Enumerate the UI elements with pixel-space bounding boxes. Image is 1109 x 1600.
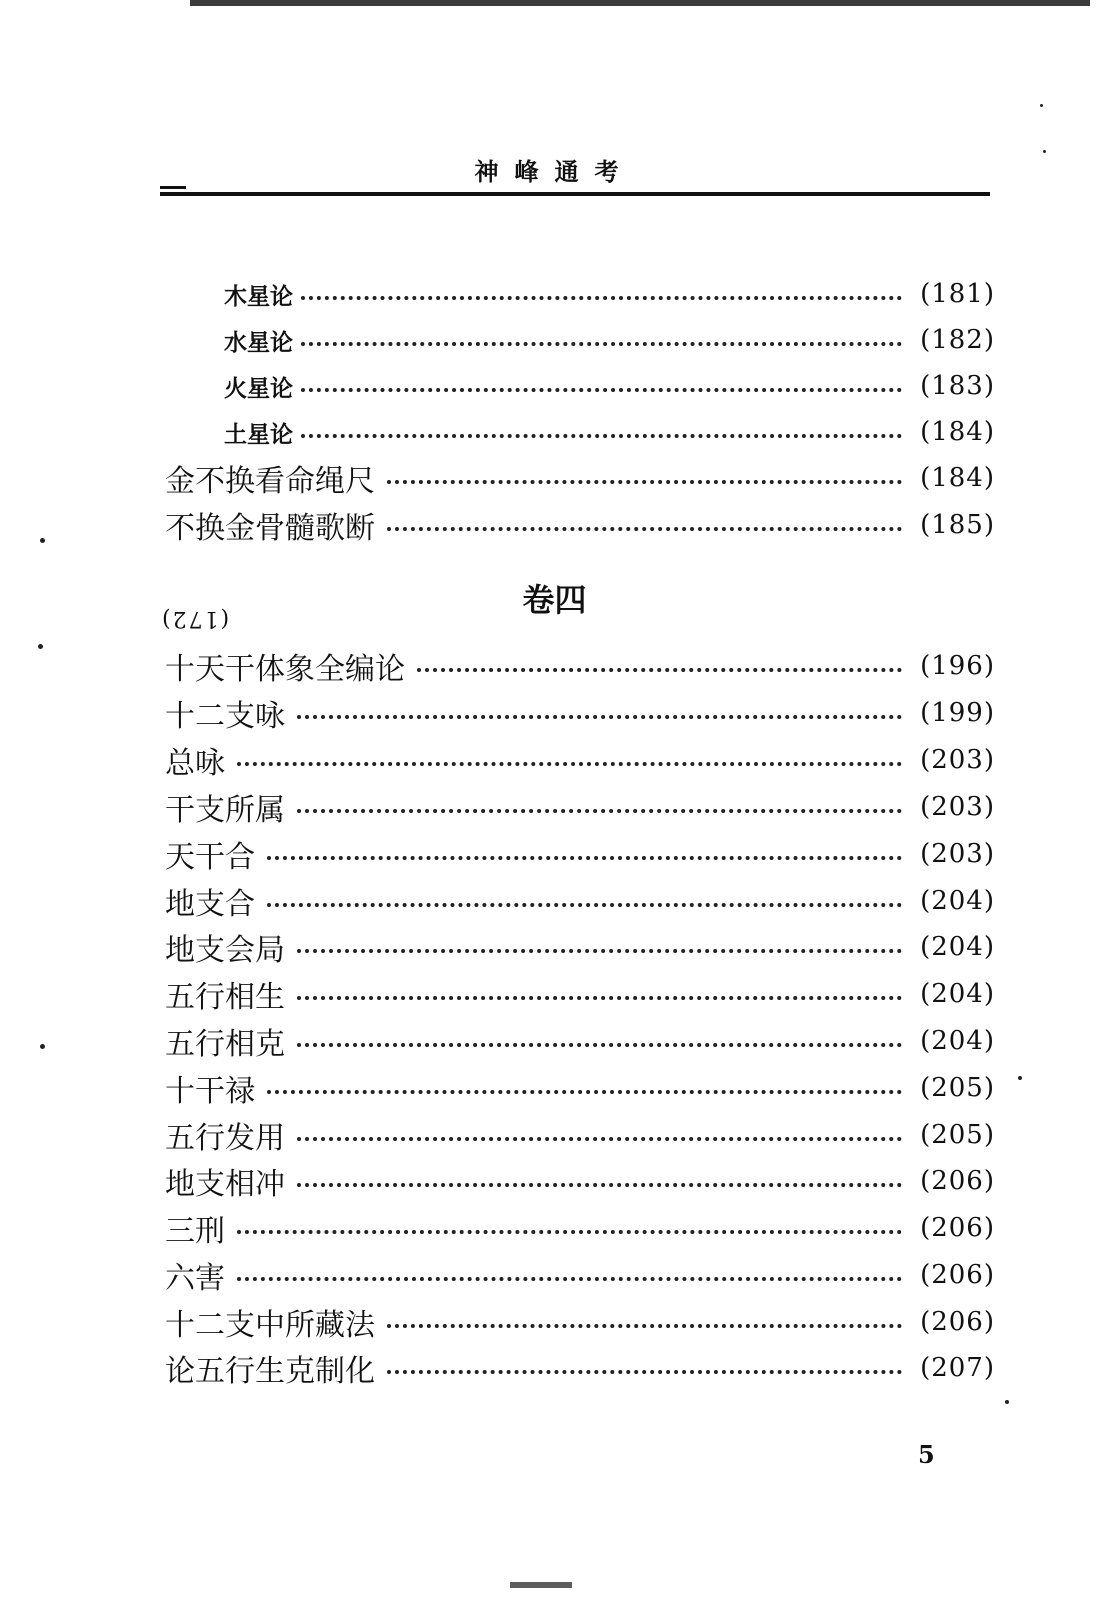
dot-leader <box>267 1090 902 1094</box>
dot-leader <box>387 480 902 484</box>
scan-speck <box>40 1044 45 1049</box>
toc-entry-page: (207) <box>920 1353 995 1383</box>
toc-entry-title: 干支所属 <box>165 793 285 828</box>
toc-entry <box>165 1021 995 1061</box>
toc-entry-title: 水星论 <box>224 328 293 356</box>
dot-leader <box>267 903 902 907</box>
scan-speck <box>1043 150 1046 153</box>
toc-entry <box>165 505 995 545</box>
dot-leader <box>387 527 902 531</box>
dot-leader <box>417 668 902 672</box>
dot-leader <box>267 856 902 860</box>
toc-entry-page: (203) <box>920 745 995 775</box>
dot-leader <box>297 1137 902 1141</box>
toc-entry <box>165 881 995 921</box>
toc-entry <box>165 740 995 780</box>
toc-entry <box>165 646 995 686</box>
toc-entry-title: 六害 <box>165 1261 225 1296</box>
running-head: 神峰通考 <box>474 157 635 186</box>
toc-entry-title: 论五行生克制化 <box>165 1354 375 1389</box>
toc-entry-title: 地支会局 <box>165 933 285 968</box>
dot-leader <box>297 1183 902 1187</box>
scan-speck <box>38 644 43 649</box>
dot-leader <box>301 434 902 438</box>
toc-entry-page: (199) <box>920 698 995 728</box>
scan-top-edge <box>190 0 1090 6</box>
toc-entry <box>165 927 995 967</box>
dot-leader <box>297 809 902 813</box>
toc-entry-page: (206) <box>920 1307 995 1337</box>
toc-entry-title: 十二支中所藏法 <box>165 1308 375 1343</box>
toc-entry-page: (184) <box>920 417 995 447</box>
toc-entry-title: 五行相生 <box>165 980 285 1015</box>
page-number: 5 <box>918 1440 935 1469</box>
section-heading: 卷四 <box>522 581 587 619</box>
toc-entry-title: 总咏 <box>165 746 225 781</box>
toc-entry-page: (182) <box>920 325 995 355</box>
toc-entry-page: (204) <box>920 979 995 1009</box>
toc-entry <box>165 974 995 1014</box>
toc-entry <box>165 787 995 827</box>
toc-entry-title: 五行发用 <box>165 1121 285 1156</box>
toc-entry <box>165 458 995 498</box>
toc-entry-title: 五行相克 <box>165 1027 285 1062</box>
toc-entry <box>165 834 995 874</box>
dot-leader <box>237 762 902 766</box>
toc-entry <box>165 1115 995 1155</box>
scan-speck <box>1018 1076 1022 1080</box>
toc-entry-page: (205) <box>920 1120 995 1150</box>
toc-entry <box>224 366 995 406</box>
scan-speck <box>1005 1400 1009 1404</box>
toc-entry-page: (205) <box>920 1073 995 1103</box>
toc-entry-title: 十二支咏 <box>165 699 285 734</box>
dot-leader <box>237 1230 902 1234</box>
toc-entry-page: (206) <box>920 1260 995 1290</box>
header-rule <box>160 192 990 196</box>
toc-entry <box>224 274 995 314</box>
toc-entry-title: 木星论 <box>224 282 293 310</box>
toc-entry <box>165 1348 995 1388</box>
header-rule-accent <box>160 186 186 189</box>
toc-entry-title: 金不换看命绳尺 <box>165 464 375 499</box>
scan-bottom-mark <box>510 1582 572 1588</box>
dot-leader <box>301 342 902 346</box>
dot-leader <box>301 388 902 392</box>
toc-entry <box>165 1161 995 1201</box>
toc-entry-page: (183) <box>920 371 995 401</box>
toc-entry-page: (184) <box>920 463 995 493</box>
toc-entry-title: 火星论 <box>224 374 293 402</box>
toc-entry <box>165 1255 995 1295</box>
scan-speck <box>1040 104 1043 107</box>
toc-entry-page: (203) <box>920 839 995 869</box>
toc-entry-page: (204) <box>920 1026 995 1056</box>
scan-speck <box>40 538 45 543</box>
dot-leader <box>387 1370 902 1374</box>
toc-entry-page: (204) <box>920 886 995 916</box>
toc-entry-page: (185) <box>920 510 995 540</box>
toc-entry <box>224 320 995 360</box>
toc-entry <box>165 1208 995 1248</box>
toc-entry-page: (204) <box>920 932 995 962</box>
toc-entry <box>165 1302 995 1342</box>
toc-entry-page: (206) <box>920 1213 995 1243</box>
toc-entry-page: (203) <box>920 792 995 822</box>
dot-leader <box>297 949 902 953</box>
dot-leader <box>301 296 902 300</box>
stray-mark: (172) <box>160 606 230 631</box>
toc-entry <box>165 1068 995 1108</box>
toc-entry-page: (196) <box>920 651 995 681</box>
toc-entry-page: (181) <box>920 279 995 309</box>
dot-leader <box>297 996 902 1000</box>
toc-entry-title: 不换金骨髓歌断 <box>165 511 375 546</box>
toc-entry-title: 地支相冲 <box>165 1167 285 1202</box>
dot-leader <box>297 1043 902 1047</box>
toc-entry-title: 十天干体象全编论 <box>165 652 405 687</box>
toc-entry-title: 土星论 <box>224 420 293 448</box>
toc-entry-title: 三刑 <box>165 1214 225 1249</box>
toc-entry-page: (206) <box>920 1166 995 1196</box>
toc-entry-title: 十干禄 <box>165 1074 255 1109</box>
dot-leader <box>237 1277 902 1281</box>
toc-entry <box>224 412 995 452</box>
toc-entry-title: 地支合 <box>165 887 255 922</box>
toc-entry-title: 天干合 <box>165 840 255 875</box>
dot-leader <box>387 1324 902 1328</box>
toc-entry <box>165 693 995 733</box>
dot-leader <box>297 715 902 719</box>
